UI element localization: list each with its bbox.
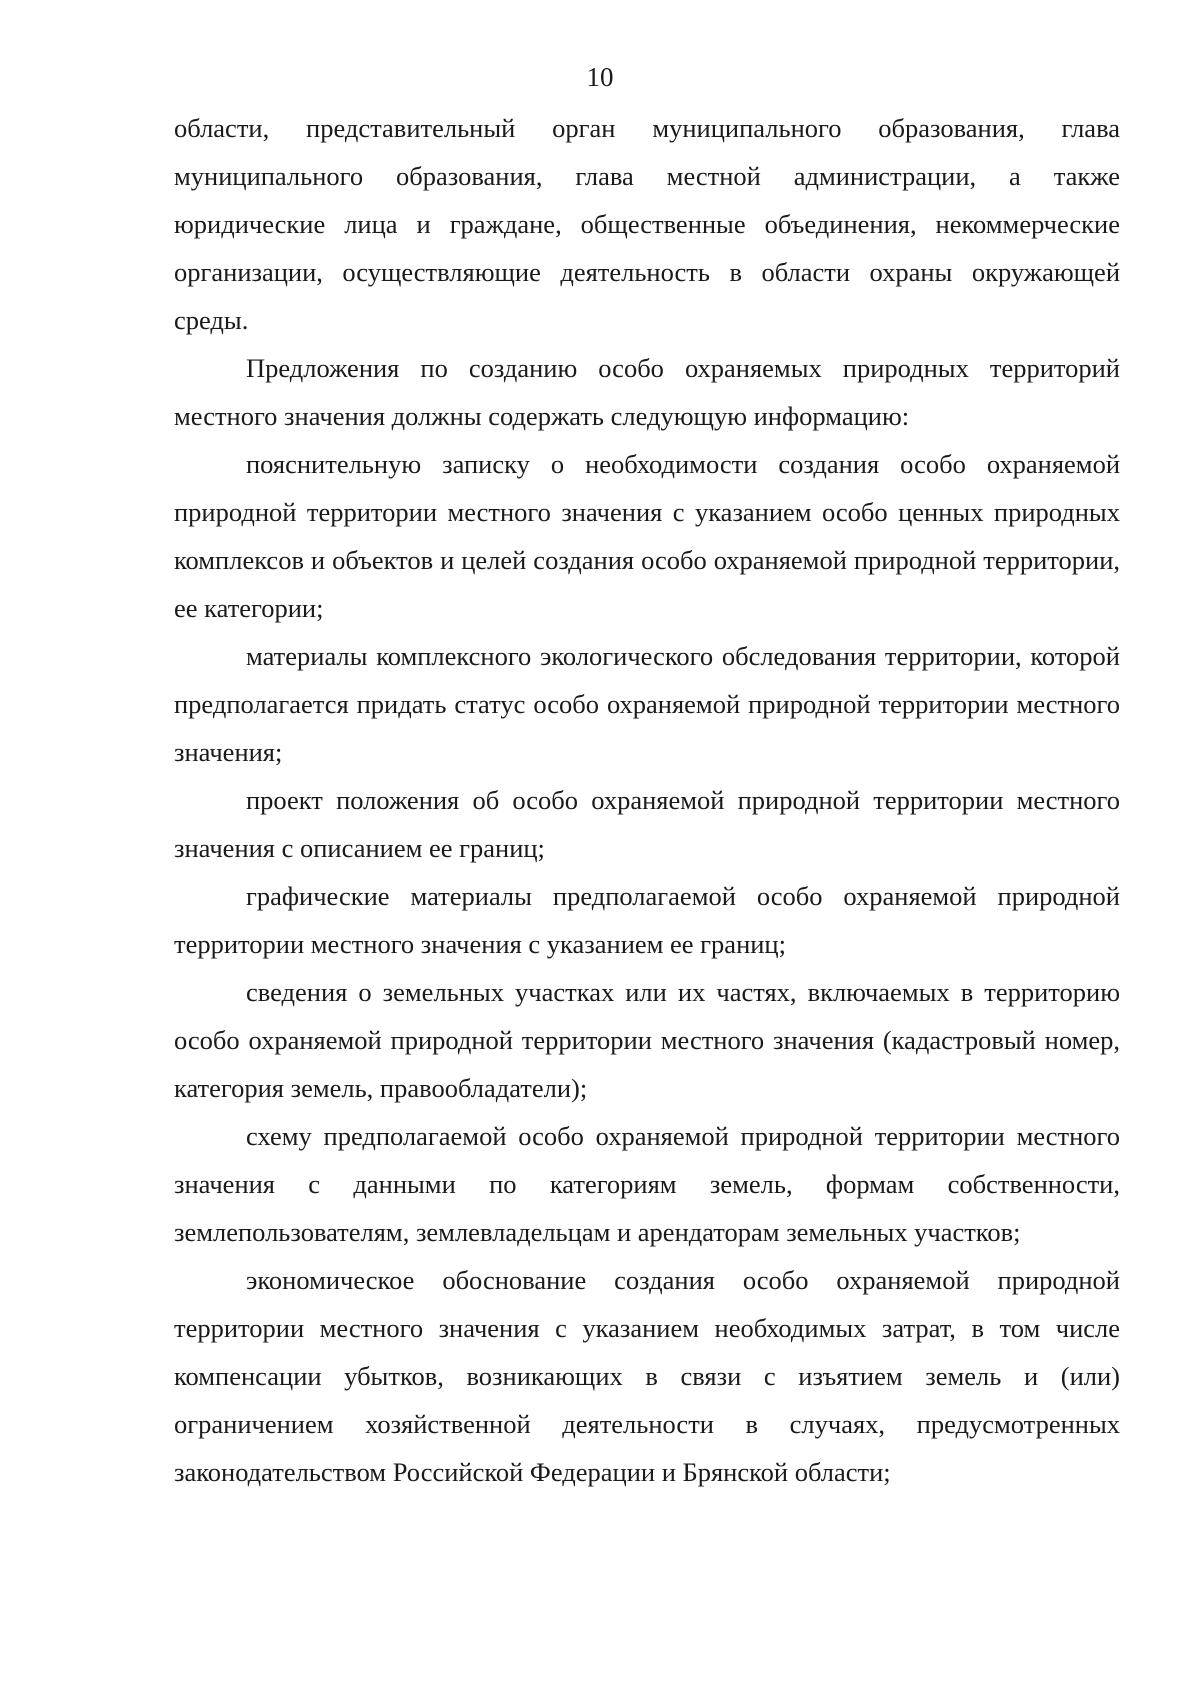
list-item-scheme: схему предполагаемой особо охраняемой природной территории местного значения с данными по категориям земель, формам собственности, землепользователям, землевладельцам и арендаторам земельных участков;	[174, 1121, 1120, 1247]
list-item-ecological-survey: материалы комплексного экологического обследования территории, которой предполагается придать статус особо охраняемой природной территории местного значения;	[174, 641, 1120, 767]
paragraph-requirements-intro: Предложения по созданию особо охраняемых природных территорий местного значения должны содержать следующую информацию:	[174, 353, 1120, 431]
list-item-draft-regulation: проект положения об особо охраняемой природной территории местного значения с описанием ее границ;	[174, 785, 1120, 863]
paragraph-continuation: области, представительный орган муниципального образования, глава муниципального образования, глава местной администрации, а также юридические лица и граждане, общественные объединения, некоммерческие организации, осуществляющие деятельность в области охраны окружающей среды.	[174, 113, 1120, 335]
list-item-explanatory-note: пояснительную записку о необходимости создания особо охраняемой природной территории местного значения с указанием особо ценных природных комплексов и объектов и целей создания особо охраняемой природной территории, ее категории;	[174, 449, 1120, 623]
list-item-economic-justification: экономическое обоснование создания особо охраняемой природной территории местного значения с указанием необходимых затрат, в том числе компенсации убытков, возникающих в связи с изъятием земель и (или) ограничением хозяйственной деятельности в случаях, предусмотренных законодательством Российской Федерации и Брянской области;	[174, 1265, 1120, 1487]
list-item-land-plots: сведения о земельных участках или их частях, включаемых в территорию особо охраняемой природной территории местного значения (кадастровый номер, категория земель, правообладатели);	[174, 977, 1120, 1103]
body-text	[174, 104, 1120, 1496]
page-number: 10	[586, 62, 614, 92]
list-item-graphic-materials: графические материалы предполагаемой особо охраняемой природной территории местного значения с указанием ее границ;	[174, 881, 1120, 959]
